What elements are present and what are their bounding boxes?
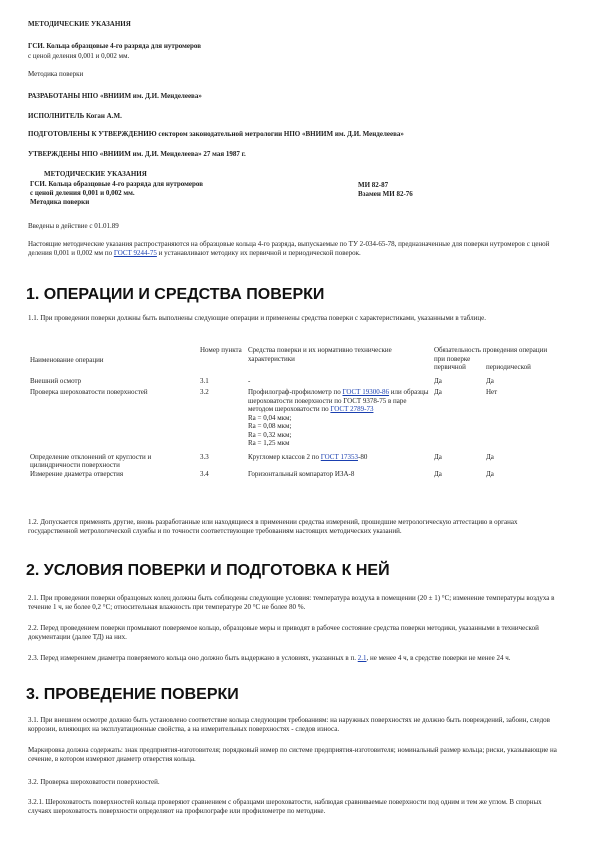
- header-executor: ИСПОЛНИТЕЛЬ Коган А.М.: [28, 112, 122, 120]
- cell-op: Измерение диаметра отверстия: [30, 469, 124, 478]
- doc-block-title: МЕТОДИЧЕСКИЕ УКАЗАНИЯ: [44, 170, 147, 178]
- section3-p4: 3.2.1. Шероховатость поверхностей кольца проверяют сравнением с образцами шероховатости, наблюдая сравниваемые поверхности под одним и тем же углом. В спорных случаях шероховатость поверхности определяют на профилографе или профилометре по методике.: [28, 798, 542, 815]
- gost-17353-link[interactable]: ГОСТ 17353: [320, 452, 358, 461]
- cell-num: 3.4: [200, 469, 209, 478]
- section1-p2: 1.2. Допускается применять другие, вновь разработанные или находящиеся в применении средства измерений, прошедшие метрологическую аттестацию в органах государственной метрологической службы и по точности соответствующие требованиям настоящих методических указаний.: [28, 518, 518, 535]
- header-approved: УТВЕРЖДЕНЫ НПО «ВНИИМ им. Д.И. Менделеева» 27 мая 1987 г.: [28, 150, 246, 158]
- means-text-b: или образцы шероховатости поверхности по ГОСТ 9378-75 в паре методом шероховатости по: [248, 388, 429, 413]
- table-header-row: [28, 346, 556, 363]
- cell-periodic: Да: [486, 376, 494, 385]
- section3-p3: 3.2. Проверка шероховатости поверхностей.: [28, 778, 160, 786]
- header-gsi-line2: с ценой деления 0,001 и 0,002 мм.: [28, 52, 130, 60]
- intro-effective: Введены в действие с 01.01.89: [28, 222, 119, 230]
- th-operation: Наименование операции: [30, 356, 104, 364]
- section1-p1: 1.1. При проведении поверки должны быть выполнены следующие операции и применены средства поверки с характеристиками, указанными в таблице.: [28, 314, 486, 322]
- cell-primary: Да: [434, 452, 442, 461]
- th-obligation: Обязательность проведения операции при поверке: [434, 346, 548, 363]
- doc-block-replaces: Взамен МИ 82-76: [358, 190, 413, 198]
- means-text-a: Профилограф-профилометр по: [248, 388, 343, 396]
- table-row: [28, 372, 556, 386]
- th-number: Номер пункта: [200, 346, 242, 354]
- th-means: Средства поверки и их нормативно технические характеристики: [248, 346, 392, 363]
- intro-gost-link[interactable]: ГОСТ 9244-75: [113, 249, 157, 257]
- table-row: [28, 448, 556, 470]
- cell-means: [246, 385, 432, 448]
- cell-primary: Да: [434, 469, 442, 478]
- cell-periodic: Нет: [486, 388, 498, 396]
- section2-p2: 2.2. Перед проведением поверки промывают поверяемое кольцо, образцовые меры и приводят в рабочее состояние средства поверки методики, указанными в технической документации (далее ТД) на них.: [28, 624, 539, 641]
- means-text-b: -80: [357, 452, 368, 461]
- th-primary: первичной: [434, 363, 466, 371]
- header-prepared: ПОДГОТОВЛЕНЫ К УТВЕРЖДЕНИЮ сектором законодательной метрологии НПО «ВНИИМ им. Д.И. Менделеева»: [28, 130, 404, 138]
- cell-op: Определение отклонений от круглости и цилиндричности поверхности: [30, 452, 152, 469]
- section2-p3-text-a: 2.3. Перед измерением диаметра поверяемого кольца оно должно быть выдержано в условиях, указанных в п.: [28, 654, 358, 662]
- cell-num: 3.1: [200, 376, 209, 385]
- table-row: [28, 385, 556, 448]
- means-text-a: Кругломер классов 2 по: [248, 452, 321, 461]
- cell-num: 3.3: [200, 452, 209, 461]
- intro-text-b: и устанавливают методику их первичной и периодической поверок.: [156, 249, 361, 257]
- section2-p1: 2.1. При проведении поверки образцовых колец должны быть соблюдены следующие условия: температура воздуха в помещении (20 ± 1) °С; изменение температуры воздуха в течение 1 ч, не более 0,2 °С; относительная влажность при температуре 20 °С не более 80 %.: [28, 594, 555, 611]
- intro-paragraph: [28, 240, 558, 258]
- cell-means: [246, 448, 432, 470]
- doc-block-line3: Методика поверки: [30, 198, 90, 206]
- ra-value: Ra = 1,25 мкм: [248, 439, 290, 447]
- doc-block-code: МИ 82-87: [358, 181, 389, 189]
- th-periodic: периодической: [486, 363, 531, 371]
- cell-op: Внешний осмотр: [30, 376, 82, 385]
- ra-value: Ra = 0,08 мкм;: [248, 422, 292, 430]
- section2-p3: [28, 654, 558, 663]
- section3-p1: 3.1. При внешнем осмотре должно быть установлено соответствие кольца следующим требованиям: на наружных поверхностях не должно быть повреждений, забоин, следов коррозии, влияющих на эксплуатационные свойства, а на измерительных поверхностях - следов износа.: [28, 716, 550, 733]
- section2-heading: 2. УСЛОВИЯ ПОВЕРКИ И ПОДГОТОВКА К НЕЙ: [26, 562, 390, 579]
- table-row: [28, 470, 556, 479]
- section3-p2: Маркировка должна содержать: знак предприятия-изготовителя; порядковый номер по системе предприятия-изготовителя; номинальный размер кольца; риски, указывающие на сечение, в котором измеряют диаметр отверстия кольца.: [28, 746, 557, 763]
- intro-text-a: Настоящие методические указания распространяются на образцовые кольца 4-го разряда, выпускаемые по ТУ 2-034-65-78, предназначенные для поверки нутромеров с ценой деления 0,001 и 0,002 мм по: [28, 240, 550, 257]
- cell-primary: Да: [434, 376, 442, 385]
- header-method: Методика поверки: [28, 70, 84, 78]
- header-gsi-line1: ГСИ. Кольца образцовые 4-го разряда для нутромеров: [28, 42, 202, 50]
- header-developed: РАЗРАБОТАНЫ НПО «ВНИИМ им. Д.И. Менделеева»: [28, 92, 202, 100]
- ra-value: Ra = 0,32 мкм;: [248, 430, 292, 439]
- ra-value: Ra = 0,04 мкм;: [248, 413, 292, 422]
- section2-p3-text-b: , не менее 4 ч, в средстве поверки не менее 24 ч.: [366, 654, 511, 662]
- cell-means: Горизонтальный компаратор ИЗА-8: [248, 469, 355, 478]
- cell-periodic: Да: [486, 469, 494, 478]
- clause-2-1-link[interactable]: 2.1: [357, 654, 367, 662]
- doc-block-line1: ГСИ. Кольца образцовые 4-го разряда для нутромеров: [30, 180, 204, 188]
- gost-2789-link[interactable]: ГОСТ 2789-73: [330, 405, 374, 413]
- cell-op: Проверка шероховатости поверхностей: [30, 388, 148, 396]
- header-title: МЕТОДИЧЕСКИЕ УКАЗАНИЯ: [28, 20, 131, 28]
- doc-block-line2: с ценой деления 0,001 и 0,002 мм.: [30, 189, 135, 197]
- cell-means: -: [248, 376, 251, 385]
- section3-heading: 3. ПРОВЕДЕНИЕ ПОВЕРКИ: [26, 686, 239, 703]
- operations-table: [28, 346, 556, 478]
- section1-heading: 1. ОПЕРАЦИИ И СРЕДСТВА ПОВЕРКИ: [26, 286, 325, 303]
- cell-periodic: Да: [486, 452, 494, 461]
- cell-num: 3.2: [200, 388, 209, 396]
- cell-primary: Да: [434, 388, 442, 396]
- gost-19300-link[interactable]: ГОСТ 19300-86: [342, 388, 390, 396]
